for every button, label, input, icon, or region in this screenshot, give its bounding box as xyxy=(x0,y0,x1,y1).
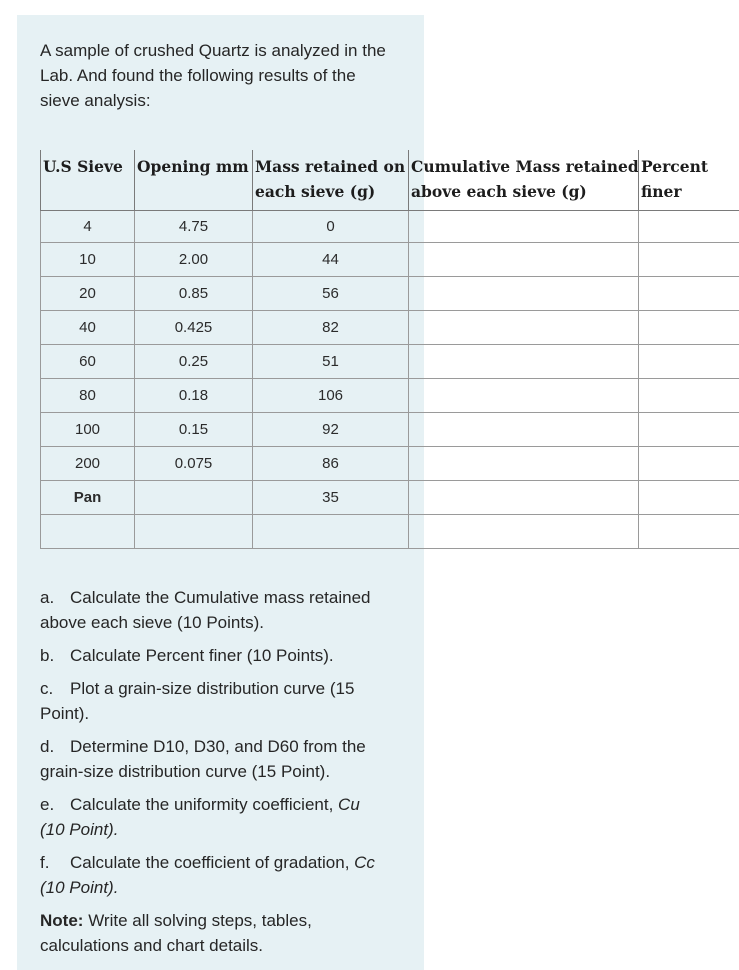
cell-mass: 0 xyxy=(253,211,409,243)
cell-sieve: 100 xyxy=(41,413,135,447)
cell-cumulative xyxy=(409,311,639,345)
question-c: c. Plot a grain-size distribution curve (15 Point). xyxy=(40,679,355,723)
cell-opening: 0.075 xyxy=(135,447,253,481)
question-list xyxy=(40,585,405,966)
cell-opening: 0.15 xyxy=(135,413,253,447)
question-f: f. Calculate the coefficient of gradation, Cc (10 Point). xyxy=(40,853,375,897)
cell-finer xyxy=(639,277,739,311)
cell-mass: 86 xyxy=(253,447,409,481)
cell-opening: 0.18 xyxy=(135,379,253,413)
cell-mass: 51 xyxy=(253,345,409,379)
cell-mass: 56 xyxy=(253,277,409,311)
cell-cumulative xyxy=(409,243,639,277)
cell-sieve: 10 xyxy=(41,243,135,277)
cell-sieve: 40 xyxy=(41,311,135,345)
cell-opening: 2.00 xyxy=(135,243,253,277)
cell-finer xyxy=(639,481,739,515)
cell-finer xyxy=(639,311,739,345)
cell-finer xyxy=(639,413,739,447)
cell-opening: 0.25 xyxy=(135,345,253,379)
cell-cumulative xyxy=(409,447,639,481)
cell-finer xyxy=(639,447,739,481)
cell-finer xyxy=(639,243,739,277)
table-row xyxy=(41,277,739,311)
cell-cumulative xyxy=(409,515,639,549)
cell-mass: 35 xyxy=(253,481,409,515)
sieve-table xyxy=(40,150,739,549)
table-row xyxy=(41,379,739,413)
cell-cumulative xyxy=(409,277,639,311)
header-mass-retained: Mass retained on each sieve (g) xyxy=(253,150,409,211)
cell-mass: 92 xyxy=(253,413,409,447)
cell-opening xyxy=(135,481,253,515)
question-d: d. Determine D10, D30, and D60 from the grain-size distribution curve (15 Point). xyxy=(40,737,366,781)
cell-cumulative xyxy=(409,345,639,379)
table-row xyxy=(41,413,739,447)
header-opening: Opening mm xyxy=(135,150,253,211)
cell-mass xyxy=(253,515,409,549)
table-body xyxy=(41,211,739,549)
table-row xyxy=(41,515,739,549)
cell-opening: 0.425 xyxy=(135,311,253,345)
cell-mass: 106 xyxy=(253,379,409,413)
cell-opening xyxy=(135,515,253,549)
cell-mass: 82 xyxy=(253,311,409,345)
cell-mass: 44 xyxy=(253,243,409,277)
cell-opening: 4.75 xyxy=(135,211,253,243)
table-header-row xyxy=(41,150,739,211)
header-percent-finer: Percent finer xyxy=(639,150,739,211)
cell-sieve: 20 xyxy=(41,277,135,311)
cell-finer xyxy=(639,345,739,379)
table-row xyxy=(41,447,739,481)
header-cumulative-mass: Cumulative Mass retained above each sieve (g) xyxy=(409,150,639,211)
cell-sieve: Pan xyxy=(41,481,135,515)
cell-sieve: 200 xyxy=(41,447,135,481)
cell-finer xyxy=(639,515,739,549)
cell-opening: 0.85 xyxy=(135,277,253,311)
header-us-sieve: U.S Sieve xyxy=(41,150,135,211)
cell-sieve: 4 xyxy=(41,211,135,243)
cell-finer xyxy=(639,211,739,243)
cell-cumulative xyxy=(409,211,639,243)
question-e: e. Calculate the uniformity coefficient, Cu (10 Point). xyxy=(40,795,360,839)
cell-sieve: 60 xyxy=(41,345,135,379)
table-row xyxy=(41,481,739,515)
question-a: a. Calculate the Cumulative mass retained above each sieve (10 Points). xyxy=(40,588,371,632)
table-row xyxy=(41,345,739,379)
table-row xyxy=(41,311,739,345)
cell-cumulative xyxy=(409,413,639,447)
cell-finer xyxy=(639,379,739,413)
intro-text: A sample of crushed Quartz is analyzed in the Lab. And found the following results of the sieve analysis: xyxy=(40,41,386,110)
cell-cumulative xyxy=(409,379,639,413)
cell-cumulative xyxy=(409,481,639,515)
cell-sieve: 80 xyxy=(41,379,135,413)
table-row xyxy=(41,243,739,277)
question-b: b. Calculate Percent finer (10 Points). xyxy=(40,646,334,665)
table-row xyxy=(41,211,739,243)
cell-sieve xyxy=(41,515,135,549)
note: Note: Write all solving steps, tables, calculations and chart details. xyxy=(40,911,312,955)
